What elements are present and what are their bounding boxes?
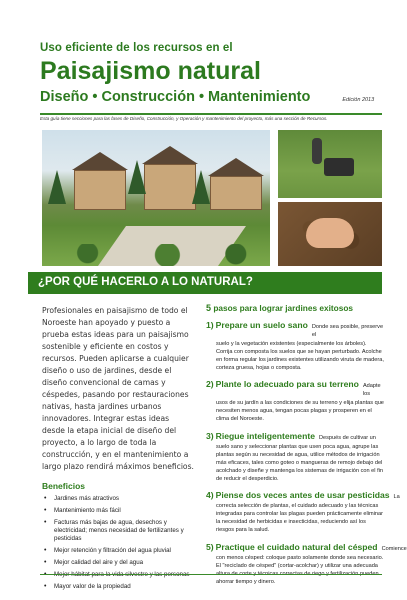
step-title: Practique el cuidado natural del césped xyxy=(215,541,378,552)
step-lead: Comience xyxy=(381,545,407,552)
step-1 xyxy=(206,320,384,372)
page-title: Paisajismo natural xyxy=(40,57,261,85)
left-column xyxy=(42,305,194,595)
right-column xyxy=(206,303,407,586)
step-3 xyxy=(206,431,384,483)
step-lead: Adapte los xyxy=(362,383,381,398)
benefits-heading: Beneficios xyxy=(42,481,85,491)
soil-hand-photo xyxy=(278,202,382,266)
step-title: Riegue inteligentemente xyxy=(215,430,315,441)
footer-divider xyxy=(40,574,382,575)
step-lead: Después de cultivar un xyxy=(318,434,376,441)
list-item: • Facturas más bajas de agua, desechos y electricidad; menos necesidad de fertilizantes y pesticidas xyxy=(42,519,194,543)
banner-title: ¿POR QUÉ HACERLO A LO NATURAL? xyxy=(38,276,253,288)
guide-intro-text: Esta guía tiene secciones para las fases de Diseño, Construcción, y Operación y mantenimiento del proyecto, más una sección de Recursos. xyxy=(40,116,328,121)
list-item xyxy=(42,571,194,579)
step-description: correcta selección de plantas, el cuidado adecuado y las técnicas integradas para controlar las plagas pueden prácticamente eliminar la necesidad de herbicidas e insecticidas, reduciendo así los riesgos para la salud. xyxy=(216,503,383,534)
step-title: Piense dos veces antes de usar pesticidas xyxy=(215,490,390,501)
steps-heading xyxy=(206,303,384,313)
step-number: 1) xyxy=(206,320,214,330)
step-title: Plante lo adecuado para su terreno xyxy=(215,379,359,390)
step-number: 3) xyxy=(206,430,214,441)
step-description: suelo sano y seleccionar plantas que usen poca agua, agrupe las plantas según su necesidad de agua, utilice métodos de irrigación más eficaces, tales como goteo o mangueras de remojo debajo del acolchado y diseñe y mantenga los sistemas de irrigación con el fin de reducir el desperdicio. xyxy=(216,443,383,482)
edition-label: Edición 2013 xyxy=(342,97,375,103)
header-divider xyxy=(40,113,382,115)
section-banner xyxy=(28,272,382,294)
step-2 xyxy=(206,379,384,424)
steps-heading-text: pasos para lograr jardines exitosos xyxy=(211,303,354,313)
subtitle: Diseño • Construcción • Mantenimiento xyxy=(40,89,311,105)
step-description: usos de su jardín a las condiciones de su terreno y elija plantas que necesiten menos agua, tengan pocas plagas y prosperen en el clima del Noroeste. xyxy=(216,400,384,423)
lawn-mowing-photo xyxy=(278,130,382,198)
step-lead: Donde sea posible, preserve el xyxy=(311,324,384,338)
list-item: • Mayor valor de la propiedad xyxy=(42,583,194,591)
step-number: 2) xyxy=(206,379,214,390)
step-description: con menos césped: coloque pasto solamente donde sea necesario. El "reciclado de césped" (cortar-acolchar) y utilizar una adecuada ahorrar tiempo y dinero. xyxy=(216,554,384,585)
step-title: Prepare un suelo sano xyxy=(215,320,308,330)
steps-count: 5 xyxy=(206,303,212,313)
houses-photo xyxy=(42,130,270,266)
list-item: • Jardines más atractivos xyxy=(42,495,194,503)
supertitle: Uso eficiente de los recursos en el xyxy=(40,42,233,54)
list-item: • Mejor retención y filtración del agua pluvial xyxy=(42,547,194,555)
step-4 xyxy=(206,490,400,535)
step-number: 5) xyxy=(206,541,214,552)
intro-paragraph: Profesionales en paisajismo de todo el Noroeste han apoyado y puesto a prueba estas ideas para un paisajismo sostenible y eficiente en costos y recursos. Pueden aplicarse a cualquier diseño o uso de jardines, desde el diseño convencional de camas y céspedes, pasando por restauraciones nativas, hasta jardines urbanos innovadores. Integrar estas ideas desde la etapa inicial de diseño del proyecto, a lo largo de toda la construcción, y en el mantenimiento a largo plazo rendirá máximos beneficios. xyxy=(42,306,194,471)
step-number: 4) xyxy=(206,490,214,501)
step-lead: La xyxy=(393,494,400,501)
list-item: • Mejor calidad del aire y del agua xyxy=(42,559,194,567)
step-description: suelo y la vegetación existentes (especialmente los árboles). Corrija con composta los suelos que se hayan perturbado. Acolche en forma regular los jardines existentes utilizando viruta de madera, corteza gruesa, hojas o composta. xyxy=(216,340,384,371)
document-header xyxy=(40,42,380,105)
benefits-list xyxy=(42,495,194,591)
photo-collage xyxy=(42,130,382,270)
subtitle-row xyxy=(40,89,380,105)
step-5 xyxy=(206,541,407,587)
list-item: • Mantenimiento más fácil xyxy=(42,507,194,515)
